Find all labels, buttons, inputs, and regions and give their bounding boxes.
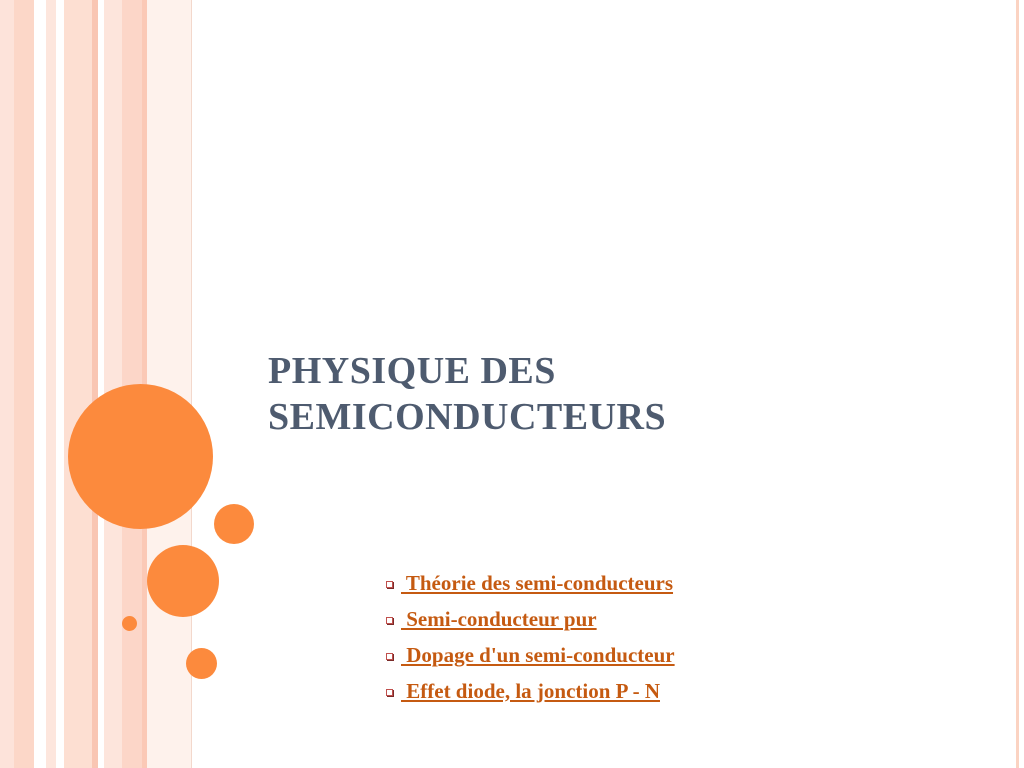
list-item	[386, 637, 675, 673]
hollow-square-bullet-icon	[386, 653, 393, 660]
hollow-square-bullet-icon	[386, 689, 393, 696]
slide-title-line: PHYSIQUE DES	[268, 350, 556, 392]
link-effet-diode-jonction[interactable]: Effet diode, la jonction P - N	[401, 678, 660, 703]
decor-stripe	[147, 0, 191, 768]
link-theorie-semi-conducteurs[interactable]: Théorie des semi-conducteurs	[401, 570, 674, 595]
slide-title-line: SEMICONDUCTEURS	[268, 396, 667, 438]
hollow-square-bullet-icon	[386, 581, 393, 588]
list-item	[386, 601, 675, 637]
orange-circle-icon	[214, 504, 254, 544]
decor-stripe	[46, 0, 56, 768]
list-item	[386, 673, 675, 709]
link-semi-conducteur-pur[interactable]: Semi-conducteur pur	[401, 606, 597, 631]
right-border-line	[1016, 0, 1019, 768]
decor-stripe	[56, 0, 64, 768]
hollow-square-bullet-icon	[386, 617, 393, 624]
orange-circle-icon	[147, 545, 219, 617]
decor-stripe	[14, 0, 34, 768]
orange-circle-icon	[68, 384, 213, 529]
orange-circle-icon	[122, 616, 137, 631]
topic-link-list	[386, 565, 675, 709]
slide-title	[268, 348, 968, 440]
decor-stripe	[0, 0, 14, 768]
list-item	[386, 565, 675, 601]
link-dopage-semi-conducteur[interactable]: Dopage d'un semi-conducteur	[401, 642, 675, 667]
orange-circle-icon	[186, 648, 217, 679]
decor-stripe	[104, 0, 122, 768]
decor-stripe	[64, 0, 92, 768]
decor-stripe	[34, 0, 46, 768]
